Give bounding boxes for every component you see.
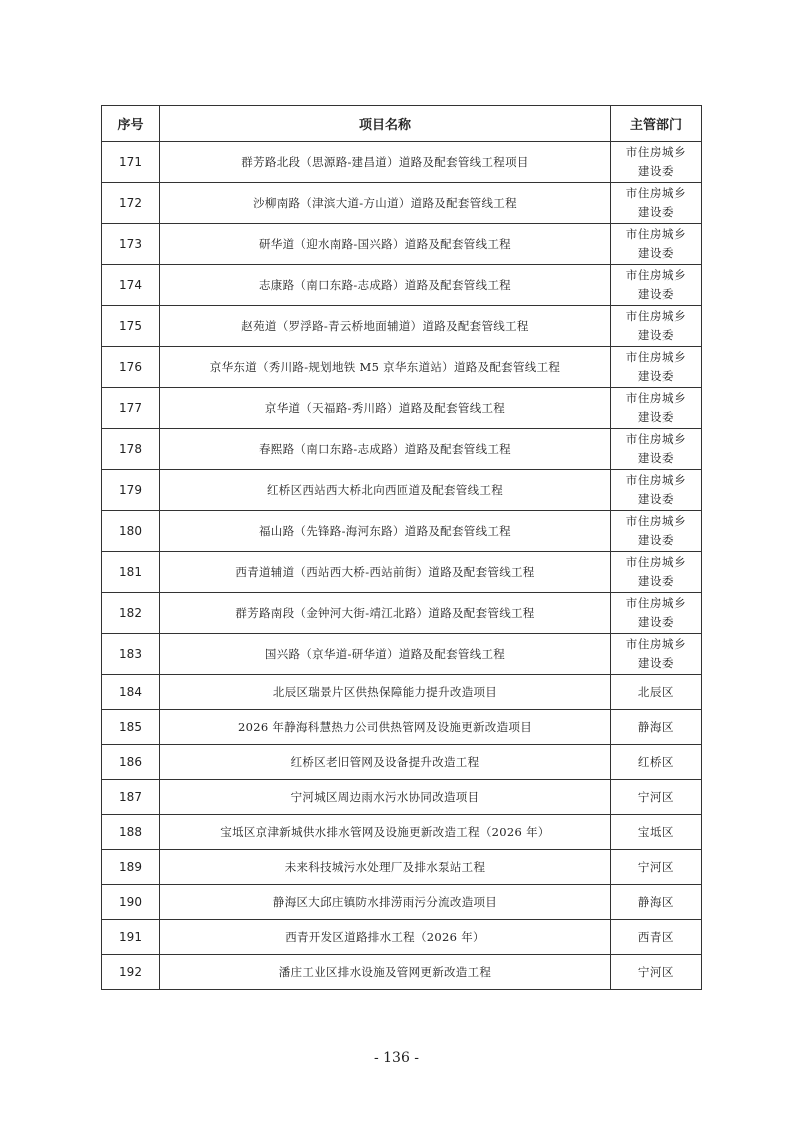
row-department (611, 470, 702, 511)
row-department: 静海区 (611, 710, 702, 745)
row-project-name: 西青道辅道（西站西大桥-西站前街）道路及配套管线工程 (160, 552, 611, 593)
table-row (102, 920, 702, 955)
row-department-text: 市住房城乡建设委 (625, 227, 687, 260)
row-department: 西青区 (611, 920, 702, 955)
table-row (102, 675, 702, 710)
row-department: 宁河区 (611, 955, 702, 990)
row-index: 182 (102, 593, 160, 634)
row-project-name: 宝坻区京津新城供水排水管网及设施更新改造工程（2026 年） (160, 815, 611, 850)
row-index: 183 (102, 634, 160, 675)
row-department-text: 市住房城乡建设委 (625, 350, 687, 383)
row-department-text: 市住房城乡建设委 (625, 432, 687, 465)
row-project-name: 潘庄工业区排水设施及管网更新改造工程 (160, 955, 611, 990)
row-project-name: 静海区大邱庄镇防水排涝雨污分流改造项目 (160, 885, 611, 920)
row-index: 188 (102, 815, 160, 850)
table-row (102, 347, 702, 388)
row-index: 189 (102, 850, 160, 885)
table-row (102, 955, 702, 990)
row-index: 179 (102, 470, 160, 511)
row-index: 184 (102, 675, 160, 710)
row-department (611, 511, 702, 552)
row-project-name: 国兴路（京华道-研华道）道路及配套管线工程 (160, 634, 611, 675)
table-row (102, 745, 702, 780)
page-number: - 136 - (373, 1050, 420, 1066)
row-department (611, 388, 702, 429)
table-header-row (102, 106, 702, 142)
row-index: 180 (102, 511, 160, 552)
row-department (611, 224, 702, 265)
row-department: 宁河区 (611, 780, 702, 815)
row-project-name: 2026 年静海科慧热力公司供热管网及设施更新改造项目 (160, 710, 611, 745)
row-department (611, 552, 702, 593)
row-project-name: 未来科技城污水处理厂及排水泵站工程 (160, 850, 611, 885)
row-index: 175 (102, 306, 160, 347)
row-department (611, 347, 702, 388)
row-department (611, 429, 702, 470)
row-department (611, 306, 702, 347)
row-department (611, 183, 702, 224)
table-row (102, 885, 702, 920)
row-project-name: 沙柳南路（津滨大道-方山道）道路及配套管线工程 (160, 183, 611, 224)
table-row (102, 183, 702, 224)
table-row (102, 552, 702, 593)
row-index: 178 (102, 429, 160, 470)
row-department (611, 142, 702, 183)
table-row (102, 142, 702, 183)
table-row (102, 429, 702, 470)
header-department: 主管部门 (611, 106, 702, 142)
row-department-text: 市住房城乡建设委 (625, 637, 687, 670)
row-index: 177 (102, 388, 160, 429)
row-department-text: 市住房城乡建设委 (625, 473, 687, 506)
row-department-text: 市住房城乡建设委 (625, 268, 687, 301)
row-index: 185 (102, 710, 160, 745)
row-department-text: 市住房城乡建设委 (625, 596, 687, 629)
row-index: 173 (102, 224, 160, 265)
table-body (102, 142, 702, 990)
row-project-name: 西青开发区道路排水工程（2026 年） (160, 920, 611, 955)
project-table (101, 105, 702, 990)
row-index: 186 (102, 745, 160, 780)
row-index: 192 (102, 955, 160, 990)
row-department (611, 634, 702, 675)
row-project-name: 群芳路北段（思源路-建昌道）道路及配套管线工程项目 (160, 142, 611, 183)
row-department-text: 市住房城乡建设委 (625, 555, 687, 588)
row-department-text: 市住房城乡建设委 (625, 186, 687, 219)
row-index: 171 (102, 142, 160, 183)
row-department-text: 市住房城乡建设委 (625, 145, 687, 178)
row-project-name: 志康路（南口东路-志成路）道路及配套管线工程 (160, 265, 611, 306)
row-index: 181 (102, 552, 160, 593)
row-department: 北辰区 (611, 675, 702, 710)
row-project-name: 赵苑道（罗浮路-青云桥地面辅道）道路及配套管线工程 (160, 306, 611, 347)
row-project-name: 红桥区西站西大桥北向西匝道及配套管线工程 (160, 470, 611, 511)
row-project-name: 群芳路南段（金钟河大街-靖江北路）道路及配套管线工程 (160, 593, 611, 634)
table-row (102, 224, 702, 265)
row-index: 187 (102, 780, 160, 815)
header-project-name: 项目名称 (160, 106, 611, 142)
row-index: 176 (102, 347, 160, 388)
row-index: 172 (102, 183, 160, 224)
row-department (611, 593, 702, 634)
table-row (102, 511, 702, 552)
row-project-name: 京华东道（秀川路-规划地铁 M5 京华东道站）道路及配套管线工程 (160, 347, 611, 388)
table-row (102, 710, 702, 745)
row-department: 静海区 (611, 885, 702, 920)
header-index: 序号 (102, 106, 160, 142)
table-row (102, 593, 702, 634)
table-row (102, 388, 702, 429)
row-department-text: 市住房城乡建设委 (625, 514, 687, 547)
row-project-name: 红桥区老旧管网及设备提升改造工程 (160, 745, 611, 780)
table-row (102, 265, 702, 306)
row-department: 宁河区 (611, 850, 702, 885)
row-department (611, 265, 702, 306)
table-row (102, 634, 702, 675)
row-project-name: 宁河城区周边雨水污水协同改造项目 (160, 780, 611, 815)
row-project-name: 春熙路（南口东路-志成路）道路及配套管线工程 (160, 429, 611, 470)
row-project-name: 福山路（先锋路-海河东路）道路及配套管线工程 (160, 511, 611, 552)
row-index: 191 (102, 920, 160, 955)
table-row (102, 850, 702, 885)
row-department-text: 市住房城乡建设委 (625, 391, 687, 424)
row-index: 174 (102, 265, 160, 306)
row-project-name: 京华道（天福路-秀川路）道路及配套管线工程 (160, 388, 611, 429)
table-row (102, 780, 702, 815)
row-department: 宝坻区 (611, 815, 702, 850)
row-index: 190 (102, 885, 160, 920)
table-row (102, 815, 702, 850)
row-department-text: 市住房城乡建设委 (625, 309, 687, 342)
row-department: 红桥区 (611, 745, 702, 780)
row-project-name: 北辰区瑞景片区供热保障能力提升改造项目 (160, 675, 611, 710)
table-row (102, 470, 702, 511)
table-row (102, 306, 702, 347)
row-project-name: 研华道（迎水南路-国兴路）道路及配套管线工程 (160, 224, 611, 265)
